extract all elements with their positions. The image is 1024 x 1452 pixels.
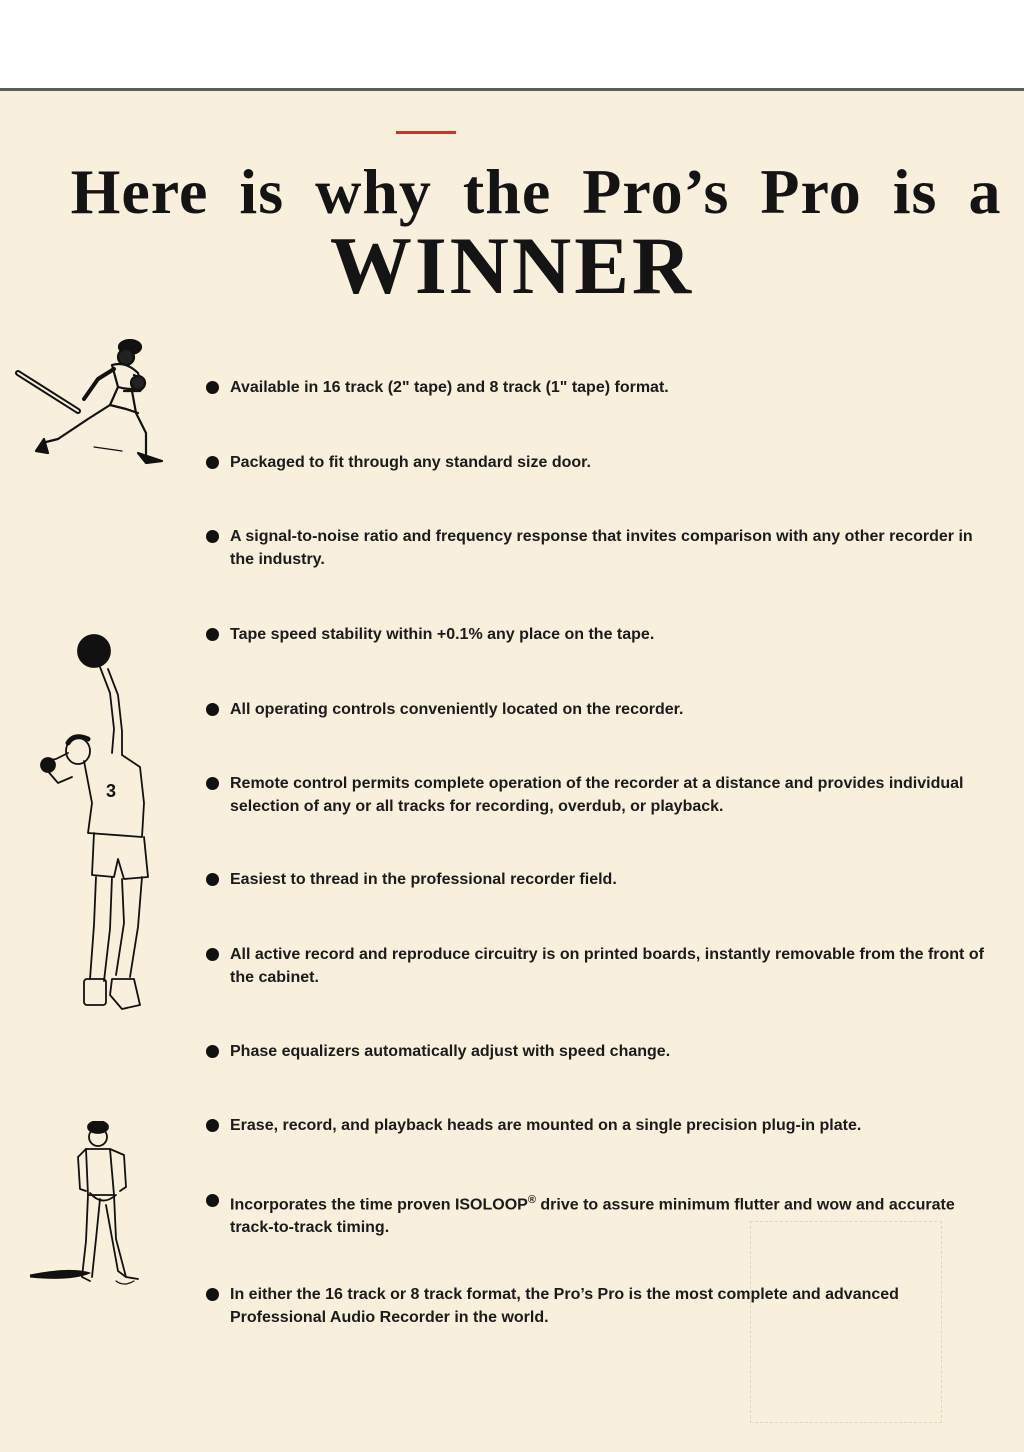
bullet-icon xyxy=(206,1119,219,1132)
headline-winner: WINNER xyxy=(329,220,695,311)
bullet-icon xyxy=(206,628,219,641)
feature-text: Remote control permits complete operation of the recorder at a distance and provides individual selection of any or all tracks for recording, overdub, or playback. xyxy=(230,775,964,815)
feature-item xyxy=(206,525,996,571)
feature-text: Erase, record, and playback heads are mounted on a single precision plug-in plate. xyxy=(230,1117,862,1134)
feature-item xyxy=(206,868,996,891)
feature-item xyxy=(206,1040,996,1063)
feature-text: All operating controls conveniently located on the recorder. xyxy=(230,701,684,718)
headline-line-1: Here is why the Pro’s Pro is a xyxy=(70,156,1002,227)
baseball-player-illustration xyxy=(14,339,164,474)
feature-item xyxy=(206,943,996,989)
feature-text: A signal-to-noise ratio and frequency response that invites comparison with any other recorder in the industry. xyxy=(230,528,973,568)
bullet-icon xyxy=(206,948,219,961)
bullet-icon xyxy=(206,873,219,886)
feature-text: All active record and reproduce circuitry is on printed boards, instantly removable from the front of the cabinet. xyxy=(230,946,984,986)
feature-text: Available in 16 track (2" tape) and 8 track (1" tape) format. xyxy=(230,379,669,396)
bullet-icon xyxy=(206,530,219,543)
feature-item xyxy=(206,451,996,474)
brochure-page xyxy=(0,88,1024,1452)
golfer-illustration xyxy=(30,1121,160,1301)
feature-text: Incorporates the time proven ISOLOOP® drive to assure minimum flutter and wow and accurate track-to-track timing. xyxy=(230,1194,955,1237)
basketball-player-illustration xyxy=(38,633,158,1013)
feature-text: In either the 16 track or 8 track format, the Pro’s Pro is the most complete and advanced Professional Audio Recorder in the world. xyxy=(230,1286,899,1326)
bullet-icon xyxy=(206,381,219,394)
red-ink-mark xyxy=(396,131,456,134)
bullet-icon xyxy=(206,456,219,469)
bullet-icon xyxy=(206,1194,219,1207)
feature-item xyxy=(206,772,996,818)
feature-item xyxy=(206,698,996,721)
bullet-icon xyxy=(206,1288,219,1301)
bullet-icon xyxy=(206,703,219,716)
bullet-icon xyxy=(206,777,219,790)
registered-mark: ® xyxy=(527,1194,536,1206)
feature-item xyxy=(206,1114,996,1137)
feature-text: Easiest to thread in the professional recorder field. xyxy=(230,871,617,888)
feature-item xyxy=(206,623,996,646)
feature-text: Phase equalizers automatically adjust with speed change. xyxy=(230,1043,671,1060)
feature-item xyxy=(206,1189,996,1239)
feature-text: Tape speed stability within +0.1% any place on the tape. xyxy=(230,626,655,643)
feature-item xyxy=(206,1283,996,1329)
feature-item xyxy=(206,376,996,399)
feature-text: Packaged to fit through any standard size door. xyxy=(230,454,591,471)
jersey-number: 3 xyxy=(106,781,117,801)
bullet-icon xyxy=(206,1045,219,1058)
